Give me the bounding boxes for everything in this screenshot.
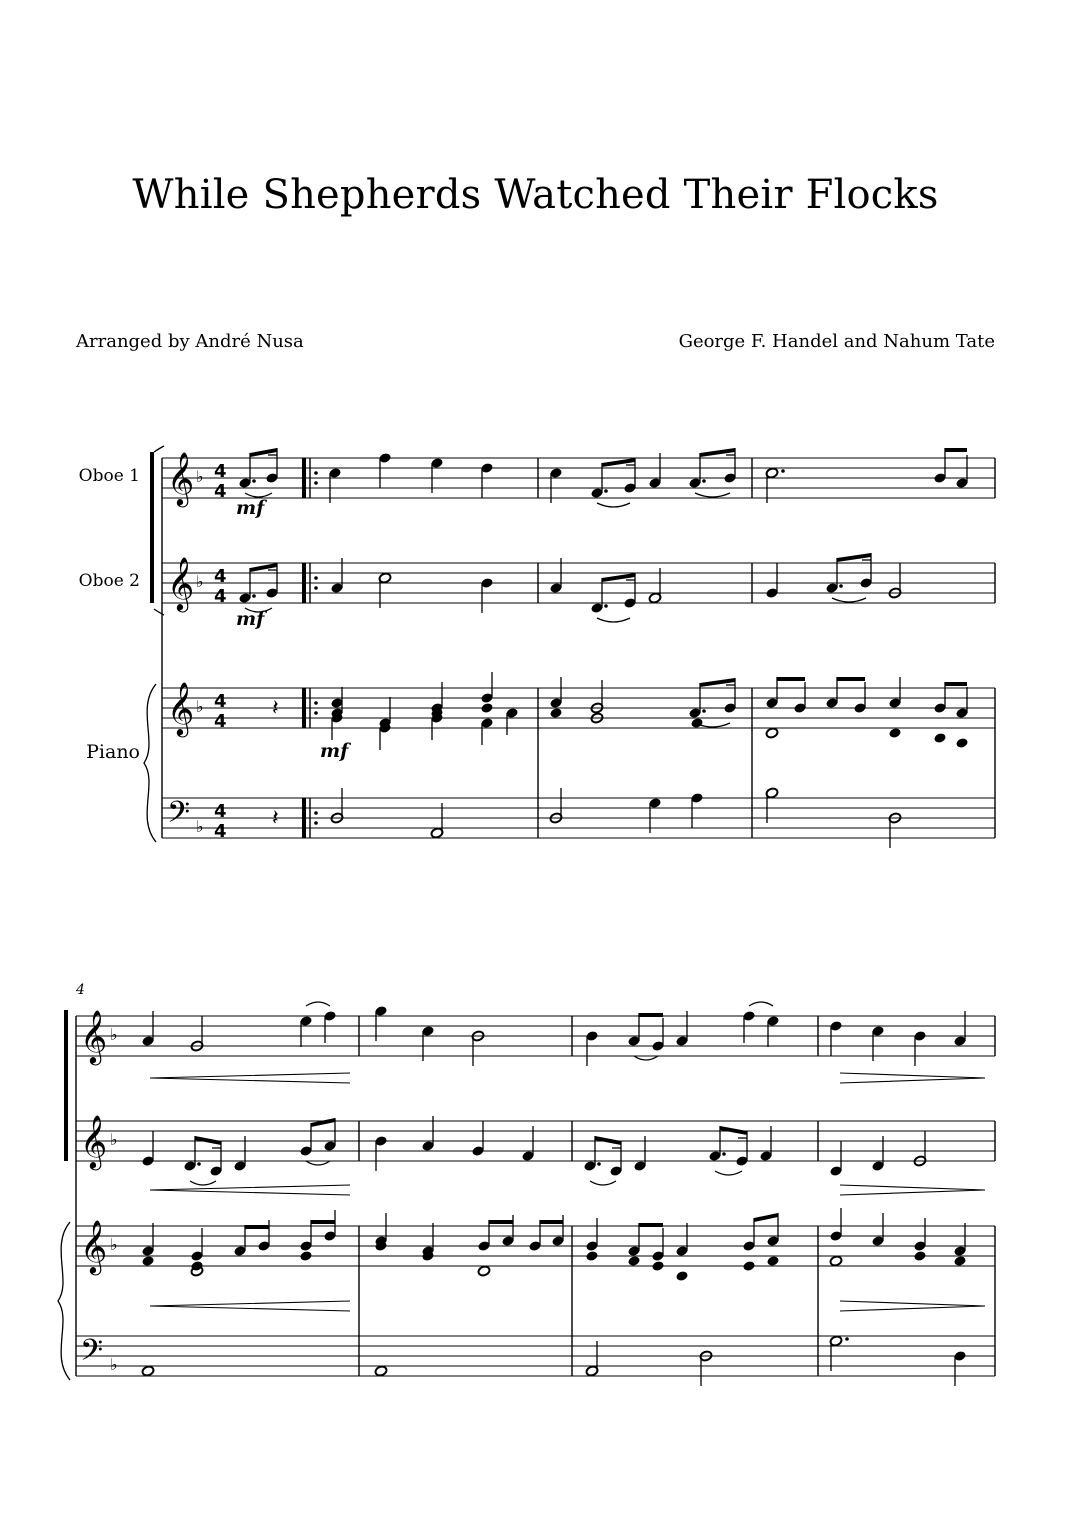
thick-barline (302, 458, 306, 498)
notehead (299, 1250, 312, 1262)
piano-brace (58, 1222, 70, 1380)
repeat-dot (314, 711, 318, 715)
crescendo-hairpin (150, 1073, 350, 1083)
beam (945, 448, 967, 452)
beam (195, 1136, 221, 1145)
notehead (585, 1250, 598, 1262)
slur (597, 503, 630, 507)
augmentation-dot (722, 1152, 726, 1156)
augmentation-dot (845, 1337, 849, 1341)
beam (602, 573, 635, 582)
flat-sign: ♭ (110, 1025, 118, 1044)
augmentation-dot (781, 469, 785, 473)
slur (190, 1181, 216, 1185)
treble-clef: 𝄞 (167, 681, 195, 735)
bracket (64, 1010, 68, 1161)
slur (590, 1181, 616, 1185)
notehead (913, 1250, 926, 1262)
notehead (829, 1255, 842, 1267)
time-sig-den: 4 (214, 711, 227, 732)
beam (540, 1220, 563, 1224)
notehead (374, 1365, 387, 1377)
slur (715, 1171, 742, 1175)
flat-sign: ♭ (196, 467, 204, 486)
notehead (675, 1270, 688, 1282)
augmentation-dot (839, 584, 843, 588)
repeat-dot (314, 576, 318, 580)
beam (720, 1126, 747, 1135)
beam (595, 1136, 621, 1145)
dynamic-oboe1: mf (236, 497, 265, 519)
flat-sign: ♭ (110, 1235, 118, 1254)
quarter-rest: 𝄽 (272, 806, 279, 831)
flat-sign: ♭ (196, 697, 204, 716)
augmentation-dot (702, 709, 706, 713)
decrescendo-hairpin (840, 1301, 985, 1311)
beam (754, 1213, 778, 1222)
beam (245, 1225, 269, 1229)
beam (311, 1220, 335, 1224)
instrument-label-oboe1: Oboe 1 (78, 466, 140, 486)
slur (597, 618, 630, 622)
flat-sign: ♭ (110, 1355, 118, 1374)
crescendo-hairpin (150, 1301, 350, 1311)
augmentation-dot (252, 594, 256, 598)
notehead (742, 1260, 755, 1272)
time-sig-num: 4 (214, 801, 227, 822)
quarter-rest: 𝄽 (272, 696, 279, 721)
notehead (690, 717, 703, 729)
decrescendo-hairpin (840, 1073, 985, 1083)
slur (832, 598, 866, 602)
bass-clef: 𝄢 (80, 1334, 104, 1375)
dynamic-piano: mf (320, 740, 349, 762)
slur (306, 1161, 330, 1165)
time-sig-den: 4 (214, 821, 227, 842)
measure-number: 4 (76, 982, 85, 998)
beam (837, 553, 871, 562)
beam (777, 677, 805, 681)
repeat-dot (314, 821, 318, 825)
repeat-dot (314, 701, 318, 705)
thick-barline (302, 798, 306, 838)
slur (306, 1002, 330, 1006)
treble-clef: 𝄞 (80, 1219, 108, 1273)
notehead (955, 737, 968, 749)
notehead (141, 1365, 154, 1377)
piano-brace (144, 684, 156, 842)
time-sig-num: 4 (214, 461, 227, 482)
arranger-credit: Arranged by André Nusa (76, 331, 304, 352)
flat-sign: ♭ (110, 1130, 118, 1149)
notehead (141, 1255, 154, 1267)
augmentation-dot (702, 479, 706, 483)
repeat-dot (314, 471, 318, 475)
notehead (480, 702, 493, 714)
slur (245, 608, 272, 612)
notehead (549, 707, 562, 719)
notehead (766, 1255, 779, 1267)
beam (639, 1223, 663, 1227)
time-sig-den: 4 (214, 481, 227, 502)
bracket (150, 452, 154, 603)
decrescendo-hairpin (840, 1185, 985, 1195)
slur (749, 1002, 773, 1006)
augmentation-dot (252, 479, 256, 483)
dynamic-oboe2: mf (236, 608, 265, 630)
composer-credit: George F. Handel and Nahum Tate (678, 331, 995, 352)
notehead (651, 1260, 664, 1272)
repeat-dot (314, 481, 318, 485)
treble-clef: 𝄞 (167, 451, 195, 505)
beam (311, 1118, 335, 1127)
treble-clef: 𝄞 (167, 556, 195, 610)
beam (250, 563, 277, 572)
beam (489, 1220, 513, 1224)
beam (837, 677, 865, 681)
time-sig-num: 4 (214, 691, 227, 712)
time-sig-den: 4 (214, 586, 227, 607)
slur (634, 1056, 658, 1060)
crescendo-hairpin (150, 1185, 350, 1195)
augmentation-dot (197, 1162, 201, 1166)
slur (245, 493, 272, 497)
notehead (627, 1255, 640, 1267)
repeat-dot (314, 811, 318, 815)
flat-sign: ♭ (196, 572, 204, 591)
notehead (933, 732, 946, 744)
repeat-dot (314, 586, 318, 590)
flat-sign: ♭ (196, 817, 204, 836)
page-title: While Shepherds Watched Their Flocks (132, 172, 939, 218)
time-sig-num: 4 (214, 566, 227, 587)
instrument-label-oboe2: Oboe 2 (78, 571, 140, 591)
beam (700, 678, 735, 687)
instrument-label-piano: Piano (86, 741, 140, 763)
treble-clef: 𝄞 (80, 1009, 108, 1063)
beam (639, 1013, 663, 1017)
notehead (953, 1255, 966, 1267)
notehead (477, 1265, 490, 1277)
bass-clef: 𝄢 (167, 796, 191, 837)
slur (695, 493, 730, 497)
bracket-hook (154, 446, 164, 452)
augmentation-dot (597, 1162, 601, 1166)
augmentation-dot (604, 604, 608, 608)
augmentation-dot (604, 489, 608, 493)
thick-barline (302, 563, 306, 603)
notehead (888, 727, 901, 739)
beam (945, 682, 967, 686)
thick-barline (302, 688, 306, 728)
treble-clef: 𝄞 (80, 1114, 108, 1168)
notehead (765, 727, 778, 739)
